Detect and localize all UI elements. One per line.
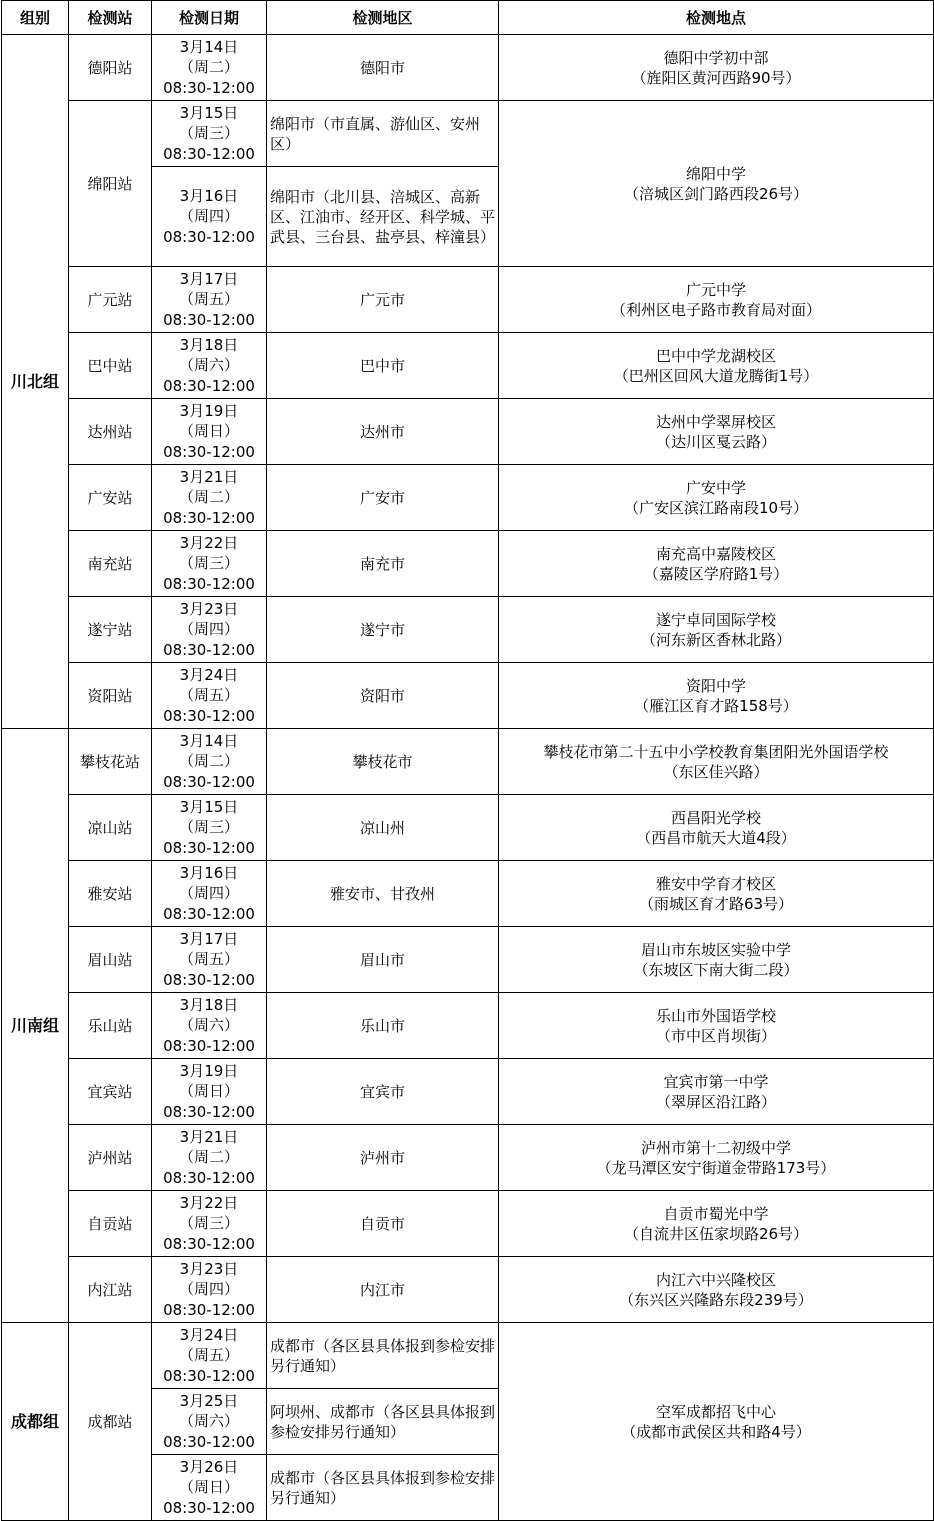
region-cell: 绵阳市（北川县、涪城区、高新区、江油市、经开区、科学城、平武县、三台县、盐亭县、梓潼县） <box>267 167 499 267</box>
date-cell: 3月19日 （周日） 08:30-12:00 <box>152 399 267 465</box>
region-cell: 广元市 <box>267 267 499 333</box>
table-row <box>2 1059 934 1125</box>
station-cell: 遂宁站 <box>69 597 152 663</box>
region-cell: 泸州市 <box>267 1125 499 1191</box>
date-cell: 3月18日 （周六） 08:30-12:00 <box>152 333 267 399</box>
region-cell: 成都市（各区县具体报到参检安排另行通知） <box>267 1323 499 1389</box>
date-cell: 3月22日 （周三） 08:30-12:00 <box>152 531 267 597</box>
station-cell: 攀枝花站 <box>69 729 152 795</box>
station-cell: 自贡站 <box>69 1191 152 1257</box>
station-cell: 乐山站 <box>69 993 152 1059</box>
table-row <box>2 729 934 795</box>
table-row <box>2 861 934 927</box>
table-row <box>2 399 934 465</box>
region-cell: 自贡市 <box>267 1191 499 1257</box>
table-row <box>2 1125 934 1191</box>
table-row <box>2 465 934 531</box>
location-cell: 广元中学 （利州区电子路市教育局对面） <box>499 267 934 333</box>
station-cell: 雅安站 <box>69 861 152 927</box>
location-cell: 资阳中学 （雁江区育才路158号） <box>499 663 934 729</box>
date-cell: 3月18日 （周六） 08:30-12:00 <box>152 993 267 1059</box>
station-cell: 德阳站 <box>69 35 152 101</box>
region-cell: 达州市 <box>267 399 499 465</box>
region-cell: 眉山市 <box>267 927 499 993</box>
location-cell: 内江六中兴隆校区 （东兴区兴隆路东段239号） <box>499 1257 934 1323</box>
region-cell: 巴中市 <box>267 333 499 399</box>
region-cell: 成都市（各区县具体报到参检安排另行通知） <box>267 1455 499 1521</box>
header-station: 检测站 <box>69 1 152 35</box>
location-cell: 乐山市外国语学校 （市中区肖坝街） <box>499 993 934 1059</box>
station-cell: 广元站 <box>69 267 152 333</box>
location-cell: 攀枝花市第二十五中小学校教育集团阳光外国语学校 （东区佳兴路） <box>499 729 934 795</box>
date-cell: 3月24日 （周五） 08:30-12:00 <box>152 1323 267 1389</box>
date-cell: 3月23日 （周四） 08:30-12:00 <box>152 1257 267 1323</box>
date-cell: 3月24日 （周五） 08:30-12:00 <box>152 663 267 729</box>
region-cell: 阿坝州、成都市（各区县具体报到参检安排另行通知） <box>267 1389 499 1455</box>
location-cell: 德阳中学初中部 （旌阳区黄河西路90号） <box>499 35 934 101</box>
date-cell: 3月26日 （周日） 08:30-12:00 <box>152 1455 267 1521</box>
date-cell: 3月15日 （周三） 08:30-12:00 <box>152 101 267 167</box>
location-cell: 宜宾市第一中学 （翠屏区沿江路） <box>499 1059 934 1125</box>
region-cell: 宜宾市 <box>267 1059 499 1125</box>
region-cell: 遂宁市 <box>267 597 499 663</box>
station-cell: 巴中站 <box>69 333 152 399</box>
table-row <box>2 663 934 729</box>
date-cell: 3月17日 （周五） 08:30-12:00 <box>152 267 267 333</box>
station-cell: 成都站 <box>69 1323 152 1521</box>
region-cell: 内江市 <box>267 1257 499 1323</box>
header-group: 组别 <box>2 1 69 35</box>
region-cell: 资阳市 <box>267 663 499 729</box>
region-cell: 德阳市 <box>267 35 499 101</box>
table-row <box>2 993 934 1059</box>
table-row <box>2 927 934 993</box>
station-cell: 南充站 <box>69 531 152 597</box>
location-cell: 遂宁卓同国际学校 （河东新区香林北路） <box>499 597 934 663</box>
station-cell: 广安站 <box>69 465 152 531</box>
date-cell: 3月16日 （周四） 08:30-12:00 <box>152 861 267 927</box>
date-cell: 3月23日 （周四） 08:30-12:00 <box>152 597 267 663</box>
schedule-table <box>1 0 934 1521</box>
date-cell: 3月25日 （周六） 08:30-12:00 <box>152 1389 267 1455</box>
region-cell: 乐山市 <box>267 993 499 1059</box>
date-cell: 3月19日 （周日） 08:30-12:00 <box>152 1059 267 1125</box>
group-cell-chuannan: 川南组 <box>2 729 69 1323</box>
date-cell: 3月22日 （周三） 08:30-12:00 <box>152 1191 267 1257</box>
date-cell: 3月14日 （周二） 08:30-12:00 <box>152 35 267 101</box>
table-row <box>2 35 934 101</box>
region-cell: 南充市 <box>267 531 499 597</box>
header-date: 检测日期 <box>152 1 267 35</box>
location-cell: 南充高中嘉陵校区 （嘉陵区学府路1号） <box>499 531 934 597</box>
header-region: 检测地区 <box>267 1 499 35</box>
table-row <box>2 531 934 597</box>
location-cell: 巴中中学龙湖校区 （巴州区回风大道龙腾街1号） <box>499 333 934 399</box>
group-cell-chengdu: 成都组 <box>2 1323 69 1521</box>
date-cell: 3月17日 （周五） 08:30-12:00 <box>152 927 267 993</box>
region-cell: 攀枝花市 <box>267 729 499 795</box>
date-cell: 3月21日 （周二） 08:30-12:00 <box>152 465 267 531</box>
region-cell: 凉山州 <box>267 795 499 861</box>
table-row <box>2 101 934 167</box>
table-row <box>2 333 934 399</box>
date-cell: 3月21日 （周二） 08:30-12:00 <box>152 1125 267 1191</box>
group-cell-chuanbei: 川北组 <box>2 35 69 729</box>
table-row <box>2 1191 934 1257</box>
header-row <box>2 1 934 35</box>
region-cell: 广安市 <box>267 465 499 531</box>
date-cell: 3月16日 （周四） 08:30-12:00 <box>152 167 267 267</box>
station-cell: 达州站 <box>69 399 152 465</box>
table-row <box>2 267 934 333</box>
location-cell: 绵阳中学 （涪城区剑门路西段26号） <box>499 101 934 267</box>
table-row <box>2 597 934 663</box>
location-cell: 雅安中学育才校区 （雨城区育才路63号） <box>499 861 934 927</box>
location-cell: 达州中学翠屏校区 （达川区戛云路） <box>499 399 934 465</box>
location-cell: 西昌阳光学校 （西昌市航天大道4段） <box>499 795 934 861</box>
location-cell: 自贡市蜀光中学 （自流井区伍家坝路26号） <box>499 1191 934 1257</box>
region-cell: 绵阳市（市直属、游仙区、安州区） <box>267 101 499 167</box>
header-location: 检测地点 <box>499 1 934 35</box>
station-cell: 宜宾站 <box>69 1059 152 1125</box>
station-cell: 资阳站 <box>69 663 152 729</box>
location-cell: 眉山市东坡区实验中学 （东坡区下南大街二段） <box>499 927 934 993</box>
station-cell: 绵阳站 <box>69 101 152 267</box>
station-cell: 泸州站 <box>69 1125 152 1191</box>
table-row <box>2 795 934 861</box>
station-cell: 内江站 <box>69 1257 152 1323</box>
location-cell: 泸州市第十二初级中学 （龙马潭区安宁街道金带路173号） <box>499 1125 934 1191</box>
date-cell: 3月15日 （周三） 08:30-12:00 <box>152 795 267 861</box>
region-cell: 雅安市、甘孜州 <box>267 861 499 927</box>
table-row <box>2 1323 934 1389</box>
station-cell: 眉山站 <box>69 927 152 993</box>
location-cell: 空军成都招飞中心 （成都市武侯区共和路4号） <box>499 1323 934 1521</box>
station-cell: 凉山站 <box>69 795 152 861</box>
table-row <box>2 1257 934 1323</box>
date-cell: 3月14日 （周二） 08:30-12:00 <box>152 729 267 795</box>
location-cell: 广安中学 （广安区滨江路南段10号） <box>499 465 934 531</box>
